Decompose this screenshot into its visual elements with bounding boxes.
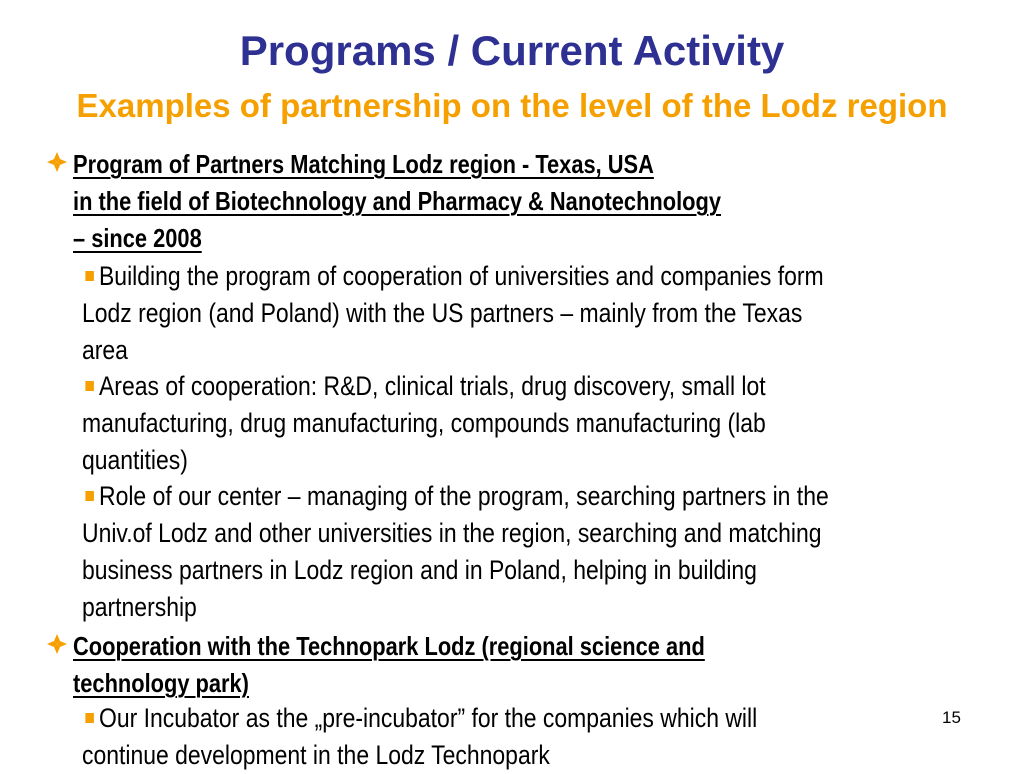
heading-line: in the field of Biotechnology and Pharmacy & Nanotechnology bbox=[73, 186, 721, 216]
bullet-line: business partners in Lodz region and in Poland, helping in building bbox=[82, 555, 757, 585]
square-bullet-icon bbox=[85, 713, 94, 723]
bullet-item bbox=[82, 368, 1000, 479]
diamond-star-icon bbox=[46, 151, 68, 178]
bullet-item bbox=[82, 258, 1000, 369]
heading-line: Program of Partners Matching Lodz region - Texas, USA bbox=[73, 149, 654, 179]
bullet-line: Building the program of cooperation of universities and companies form bbox=[82, 258, 1000, 295]
bullet-line: continue development in the Lodz Technopark bbox=[82, 740, 550, 770]
bullet-line: quantities) bbox=[82, 445, 188, 475]
square-bullet-icon bbox=[85, 271, 94, 281]
bullet-line: area bbox=[82, 335, 128, 365]
page-number: 15 bbox=[942, 708, 961, 727]
section-heading bbox=[73, 146, 721, 257]
section-heading bbox=[73, 628, 705, 702]
slide-title: Programs / Current Activity bbox=[239, 27, 785, 74]
bullet-line: Role of our center – managing of the program, searching partners in the bbox=[82, 478, 1000, 515]
square-bullet-icon bbox=[85, 491, 94, 501]
heading-line: Cooperation with the Technopark Lodz (regional science and bbox=[73, 631, 705, 661]
bullet-line: partnership bbox=[82, 592, 197, 622]
heading-line: – since 2008 bbox=[73, 223, 202, 253]
heading-line: technology park) bbox=[73, 668, 249, 698]
bullet-line: Univ.of Lodz and other universities in the region, searching and matching bbox=[82, 518, 822, 548]
bullet-line: Our Incubator as the „pre-incubator” for the companies which will bbox=[82, 700, 1000, 737]
bullet-item bbox=[82, 478, 1000, 626]
bullet-line: Lodz region (and Poland) with the US partners – mainly from the Texas bbox=[82, 298, 803, 328]
slide-subtitle: Examples of partnership on the level of the Lodz region bbox=[76, 87, 948, 124]
bullet-item bbox=[82, 700, 1000, 774]
bullet-line: manufacturing, drug manufacturing, compounds manufacturing (lab bbox=[82, 408, 766, 438]
square-bullet-icon bbox=[85, 381, 94, 391]
diamond-star-icon bbox=[46, 633, 68, 660]
bullet-line: Areas of cooperation: R&D, clinical trials, drug discovery, small lot bbox=[82, 368, 1000, 405]
